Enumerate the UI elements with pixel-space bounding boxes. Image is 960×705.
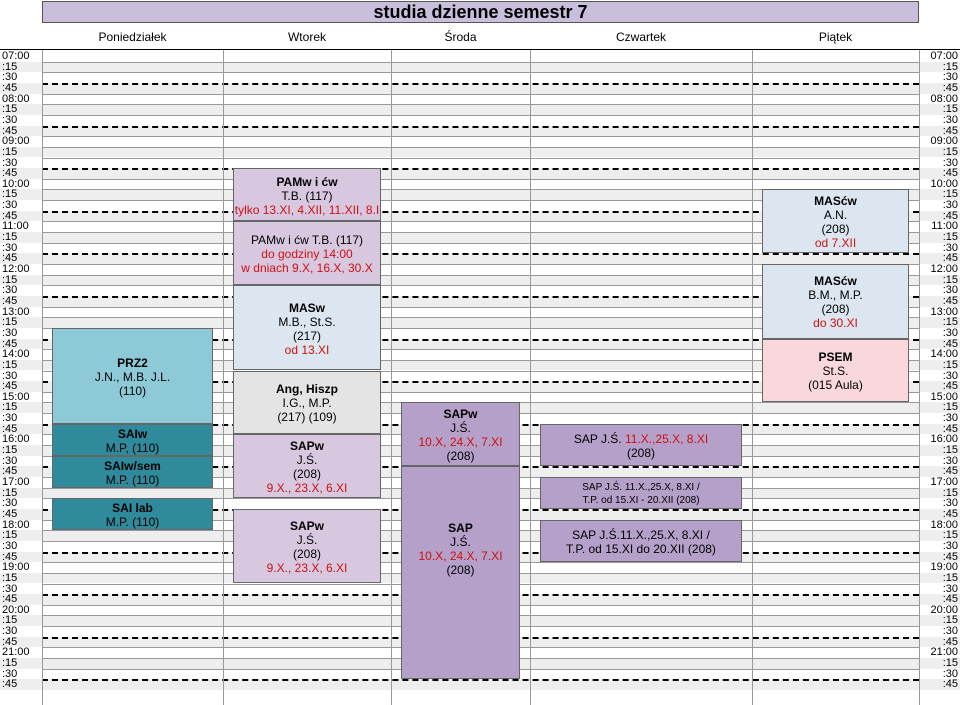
grid-separator: [42, 126, 919, 128]
event-sap-thu-1[interactable]: [540, 424, 742, 467]
time-label-right: :15: [942, 358, 958, 371]
event-text-part: 11.X.,25.X, 8.XI: [621, 432, 709, 447]
time-label-right: :30: [942, 241, 958, 254]
time-label-right: :30: [942, 156, 958, 169]
event-text: PAMw i ćw T.B. (117): [250, 233, 364, 248]
event-text: od 7.XII: [814, 236, 857, 251]
time-label-right: :45: [942, 550, 958, 563]
day-header-0: Poniedziałek: [98, 30, 167, 44]
time-label-left: 16:00: [2, 433, 30, 446]
time-label-right: :15: [942, 145, 958, 158]
event-sapw-wed[interactable]: [401, 402, 520, 466]
event-text: MASćw: [814, 274, 857, 289]
time-label-right: 19:00: [930, 561, 958, 574]
event-saiw-sem[interactable]: [52, 456, 213, 488]
event-text: PRZ2: [117, 355, 148, 370]
event-text-part: SAP J.Ś.: [573, 432, 622, 447]
grid-separator: [42, 679, 919, 681]
grid-row: [0, 136, 960, 147]
time-label-left: :15: [2, 273, 18, 286]
time-label-right: :30: [942, 369, 958, 382]
grid-row: [0, 51, 960, 62]
page-title: studia dzienne semestr 7: [42, 1, 919, 23]
time-label-left: 10:00: [2, 177, 30, 190]
time-label-left: :15: [2, 401, 18, 414]
time-label-left: :15: [2, 529, 18, 542]
time-label-right: :45: [942, 422, 958, 435]
time-label-left: :30: [2, 454, 18, 467]
day-header-2: Środa: [444, 30, 477, 44]
grid-row: [0, 158, 960, 169]
time-label-left: 13:00: [2, 305, 30, 318]
time-label-right: :30: [942, 539, 958, 552]
event-text: MASćw: [814, 194, 857, 209]
event-text: M.B., St.S.: [278, 314, 336, 329]
time-label-right: 21:00: [930, 646, 958, 659]
time-label-left: 07:00: [2, 50, 30, 62]
header-divider: [0, 49, 960, 50]
grid-separator: [42, 104, 919, 105]
event-text: I.G., M.P.: [282, 396, 332, 411]
event-text: 9.X., 23.X, 6.XI: [266, 561, 348, 576]
time-label-left: :15: [2, 231, 18, 244]
time-label-left: :45: [2, 167, 18, 180]
grid-separator: [42, 179, 919, 180]
time-label-left: :15: [2, 444, 18, 457]
event-text: (208): [821, 302, 850, 317]
time-label-right: :30: [942, 326, 958, 339]
event-text: (208): [626, 446, 655, 461]
time-label-left: :30: [2, 284, 18, 297]
event-pamw-1[interactable]: [233, 168, 381, 221]
time-label-left: :45: [2, 422, 18, 435]
time-label-right: :45: [942, 124, 958, 137]
time-label-left: :30: [2, 582, 18, 595]
event-text: J.Ś.: [296, 533, 318, 548]
time-label-right: :15: [942, 273, 958, 286]
grid-row: [0, 104, 960, 115]
event-text: J.N., M.B. J.L.: [94, 369, 171, 384]
event-text: 10.X, 24.X, 7.XI: [418, 548, 503, 563]
time-label-left: :30: [2, 412, 18, 425]
event-ang-hiszp[interactable]: [233, 371, 381, 435]
event-text: PAMw i ćw: [276, 174, 338, 189]
time-label-right: :30: [942, 582, 958, 595]
time-label-left: :45: [2, 124, 18, 137]
event-text: [541, 432, 741, 446]
event-text: tylko 13.XI, 4.XII, 11.XII, 8.I: [234, 202, 380, 217]
event-sap-wed[interactable]: [401, 466, 520, 679]
event-text: T.B. (117): [281, 188, 333, 203]
event-text: (217) (109): [277, 410, 337, 425]
time-label-right: :30: [942, 454, 958, 467]
time-label-left: :15: [2, 60, 18, 73]
time-label-left: :15: [2, 571, 18, 584]
event-text: SAP J.Ś. 11.X.,25.X, 8.XI /: [582, 481, 700, 493]
event-text: J.Ś.: [450, 421, 471, 436]
time-label-left: :15: [2, 358, 18, 371]
grid-row: [0, 179, 960, 190]
event-mascw-1[interactable]: [762, 189, 909, 253]
grid-row: [0, 62, 960, 73]
time-label-left: :15: [2, 145, 18, 158]
time-label-right: :45: [942, 209, 958, 222]
time-label-left: :45: [2, 380, 18, 393]
time-label-left: 20:00: [2, 603, 30, 616]
time-label-left: :30: [2, 241, 18, 254]
time-label-right: 14:00: [930, 348, 958, 361]
time-label-left: :45: [2, 81, 18, 94]
grid-separator: [42, 94, 919, 95]
time-label-left: :30: [2, 71, 18, 84]
event-text: J.Ś.: [296, 453, 318, 468]
event-text: M.P. (110): [105, 515, 160, 530]
time-label-right: :30: [942, 412, 958, 425]
grid-separator: [42, 62, 919, 63]
time-label-right: 10:00: [930, 177, 958, 190]
time-label-right: :15: [942, 444, 958, 457]
time-label-right: :30: [942, 497, 958, 510]
event-text: T.P. od 15.XI - 20.XII (208): [582, 494, 700, 506]
grid-row: [0, 94, 960, 105]
time-label-right: 15:00: [930, 390, 958, 403]
time-label-right: :30: [942, 284, 958, 297]
event-masw[interactable]: [233, 285, 381, 370]
time-label-left: :45: [2, 209, 18, 222]
time-label-left: :30: [2, 369, 18, 382]
column-line: [752, 50, 753, 705]
grid-row: [0, 147, 960, 158]
event-text: w dniach 9.X, 16.X, 30.X: [241, 261, 373, 276]
event-text: SAPw: [289, 439, 324, 454]
event-text: SAPw: [289, 519, 324, 534]
column-line: [530, 50, 531, 705]
time-label-left: 11:00: [2, 220, 29, 233]
time-label-left: :45: [2, 635, 18, 648]
time-label-right: 08:00: [930, 92, 958, 105]
time-label-right: :45: [942, 167, 958, 180]
event-text: (208): [446, 449, 475, 464]
event-text: (015 Aula): [808, 378, 863, 393]
grid-separator: [42, 83, 919, 85]
time-label-left: :15: [2, 614, 18, 627]
time-label-right: :15: [942, 231, 958, 244]
time-label-right: 20:00: [930, 603, 958, 616]
time-label-right: :45: [942, 294, 958, 307]
time-label-right: :45: [942, 81, 958, 94]
time-label-right: :15: [942, 103, 958, 116]
event-text: (208): [292, 547, 321, 562]
time-label-left: :30: [2, 326, 18, 339]
day-header-3: Czwartek: [615, 30, 666, 44]
event-sapw-tue-2[interactable]: [233, 509, 381, 584]
event-text: SAPw: [443, 407, 478, 422]
grid-row: [0, 115, 960, 126]
time-label-right: :45: [942, 465, 958, 478]
time-label-right: 07:00: [930, 50, 958, 62]
event-pamw-2[interactable]: [233, 221, 381, 285]
time-label-left: :45: [2, 550, 18, 563]
time-label-right: :45: [942, 380, 958, 393]
grid-separator: [42, 136, 919, 137]
grid-separator: [42, 168, 919, 170]
time-label-left: :30: [2, 199, 18, 212]
event-mascw-2[interactable]: [762, 264, 909, 339]
grid-separator: [42, 158, 919, 159]
time-label-right: :15: [942, 486, 958, 499]
time-label-right: :15: [942, 316, 958, 329]
time-label-left: :45: [2, 678, 18, 691]
event-text: PSEM: [818, 350, 853, 365]
time-label-left: :45: [2, 465, 18, 478]
event-text: A.N.: [823, 208, 848, 223]
time-label-right: 17:00: [930, 476, 958, 488]
day-header-1: Wtorek: [287, 30, 326, 44]
time-label-left: :15: [2, 188, 18, 201]
time-label-right: 18:00: [930, 518, 958, 531]
day-header-4: Piątek: [818, 30, 853, 44]
event-text: J.Ś.: [450, 534, 471, 549]
time-label-right: :45: [942, 593, 958, 606]
event-sap-thu-2[interactable]: [540, 477, 742, 509]
time-label-left: 14:00: [2, 348, 30, 361]
event-psem[interactable]: [762, 339, 909, 403]
time-label-right: :45: [942, 635, 958, 648]
time-label-left: :15: [2, 486, 18, 499]
time-label-left: :45: [2, 593, 18, 606]
event-text: SAP J.Ś.11.X.,25.X, 8.XI /: [572, 527, 710, 542]
time-label-left: :45: [2, 294, 18, 307]
time-label-left: :45: [2, 252, 18, 265]
event-text: T.P. od 15.XI do 20.XII (208): [566, 541, 716, 556]
time-label-right: :15: [942, 614, 958, 627]
time-label-right: :15: [942, 529, 958, 542]
event-text: M.P. (110): [105, 472, 160, 487]
event-text: do 30.XI: [813, 316, 858, 331]
grid-separator: [42, 147, 919, 148]
time-label-left: 09:00: [2, 135, 30, 148]
time-label-right: 13:00: [930, 305, 958, 318]
time-label-right: :45: [942, 337, 958, 350]
time-label-right: :30: [942, 71, 958, 84]
event-text: B.M., M.P.: [808, 288, 863, 303]
column-line: [919, 50, 920, 705]
time-label-left: 15:00: [2, 390, 30, 403]
event-text: Ang, Hiszp: [276, 382, 338, 397]
event-sai-lab[interactable]: [52, 498, 213, 530]
event-text: St.S.: [822, 364, 849, 379]
time-label-left: :30: [2, 539, 18, 552]
event-text: 9.X., 23.X, 6.XI: [266, 481, 348, 496]
event-text: (110): [118, 383, 147, 398]
grid-row: [0, 72, 960, 83]
time-label-left: :15: [2, 103, 18, 116]
time-label-right: :30: [942, 667, 958, 680]
event-sap-thu-3[interactable]: [540, 520, 742, 563]
time-label-left: 12:00: [2, 263, 30, 275]
time-label-right: :15: [942, 188, 958, 201]
time-label-right: :30: [942, 625, 958, 638]
event-text: MASw: [289, 300, 325, 315]
time-label-left: 21:00: [2, 646, 30, 659]
event-text: (217): [292, 328, 321, 343]
time-label-left: :30: [2, 625, 18, 638]
event-text: (208): [446, 562, 475, 577]
time-label-left: :30: [2, 113, 18, 126]
time-label-left: 18:00: [2, 518, 30, 531]
event-text: 10.X, 24.X, 7.XI: [418, 435, 503, 450]
time-label-right: :15: [942, 571, 958, 584]
event-text: od 13.XI: [284, 342, 330, 357]
event-text: SAIw/sem: [104, 458, 161, 473]
time-label-left: :30: [2, 497, 18, 510]
grid-separator: [42, 72, 919, 73]
event-text: (208): [292, 467, 321, 482]
event-saiw[interactable]: [52, 424, 213, 456]
time-label-left: 08:00: [2, 92, 30, 105]
event-text: M.P, (110): [105, 440, 160, 455]
time-label-right: :15: [942, 401, 958, 414]
time-label-right: :15: [942, 60, 958, 73]
time-label-right: :45: [942, 252, 958, 265]
event-prz2[interactable]: [52, 328, 213, 424]
event-text: SAP: [448, 520, 473, 535]
time-label-left: :30: [2, 667, 18, 680]
column-line: [223, 50, 224, 705]
time-label-left: :45: [2, 337, 18, 350]
time-label-left: :15: [2, 316, 18, 329]
event-text: (208): [821, 222, 850, 237]
event-text: do godziny 14:00: [261, 247, 353, 262]
column-line: [42, 50, 43, 705]
event-text: SAIw: [117, 426, 148, 441]
time-label-right: :45: [942, 507, 958, 520]
time-label-right: 12:00: [930, 263, 958, 275]
time-label-right: :45: [942, 678, 958, 691]
time-label-left: :45: [2, 507, 18, 520]
time-label-right: :30: [942, 113, 958, 126]
time-label-left: 17:00: [2, 476, 30, 488]
time-label-right: 11:00: [931, 220, 958, 233]
time-label-left: 19:00: [2, 561, 30, 574]
event-text: SAI lab: [112, 501, 153, 516]
event-sapw-tue[interactable]: [233, 434, 381, 498]
grid-separator: [42, 253, 919, 255]
time-label-right: 16:00: [930, 433, 958, 446]
time-label-right: :15: [942, 657, 958, 670]
time-label-left: :15: [2, 657, 18, 670]
grid-separator: [42, 115, 919, 116]
time-label-right: :30: [942, 199, 958, 212]
time-label-left: :30: [2, 156, 18, 169]
time-label-right: 09:00: [930, 135, 958, 148]
column-line: [391, 50, 392, 705]
